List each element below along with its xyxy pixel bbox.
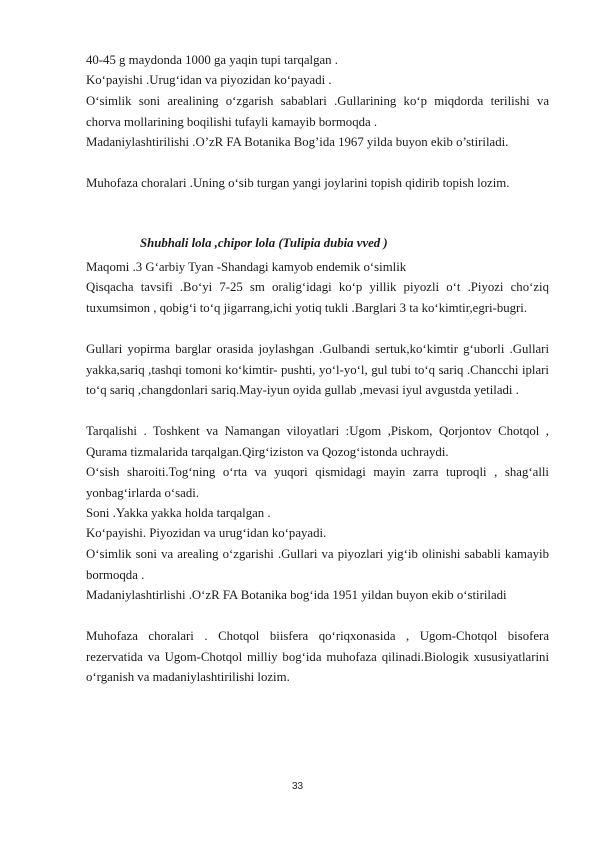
paragraph-distribution: Tarqalishi . Toshkent va Namangan viloyatlari :Ugom ,Piskom, Qorjontov Chotqol , Qurama tizmalarida tarqalgan.Qirg‘iziston va Qozog‘istonda uchraydi.	[86, 424, 549, 459]
paragraph-reproduction: Ko‘payishi. Piyozidan va urug‘idan ko‘payadi.	[86, 526, 327, 540]
paragraph-area-change: O‘simlik soni va arealing o‘zgarishi .Gullari va piyozlari yig‘ib olinishi sababli kamayib bormoqda .	[86, 547, 549, 582]
paragraph-flowers: Gullari yopirma barglar orasida joylashgan .Gulbandi sertuk,ko‘kimtir g‘uborli .Gullari yakka,sariq ,tashqi tomoni ko‘kimtir- pushti, yo‘l-yo‘l, gul tubi to‘q sariq .Chancchi iplari to‘q sariq ,changdonlari sariq.May-iyun oyida gullab ,mevasi iyul avgustda yetiladi .	[86, 342, 549, 397]
paragraph-description: Qisqacha tavsifi .Bo‘yi 7-25 sm oralig‘idagi ko‘p yillik piyozli o‘t .Piyozi cho‘ziq tuxumsimon , qobig‘i to‘q jigarrang,ichi yotiq tukli .Barglari 3 ta ko‘kimtir,egri-bugri.	[86, 280, 549, 315]
paragraph-population: Soni .Yakka yakka holda tarqalgan .	[86, 506, 271, 520]
section-heading: Shubhali lola ,chipor lola (Tulipia dubia vved )	[140, 236, 388, 250]
paragraph-decline-reasons: O‘simlik soni arealining o‘zgarish sabablari .Gullarining ko‘p miqdorda terilishi va chorva mollarining boqilishi tufayli kamayib bormoqda .	[86, 94, 549, 129]
paragraph-distribution-area: 40-45 g maydonda 1000 ga yaqin tupi tarqalgan .	[86, 53, 338, 67]
paragraph-status: Maqomi .3 G‘arbiy Tyan -Shandagi kamyob endemik o‘simlik	[86, 260, 407, 274]
paragraph-protection: Muhofaza choralari .Uning o‘sib turgan yangi joylarini topish qidirib topish lozim.	[86, 176, 510, 190]
paragraph-cultivation: Madaniylashtirilishi .O’zR FA Botanika Bog’ida 1967 yilda buyon ekib o’stiriladi.	[86, 135, 509, 149]
paragraph-cultivation-2: Madaniylashtirlishi .O‘zR FA Botanika bog‘ida 1951 yildan buyon ekib o‘stiriladi	[86, 588, 507, 602]
page-number: 33	[291, 781, 304, 792]
paragraph-propagation: Ko‘payishi .Urug‘idan va piyozidan ko‘payadi .	[86, 73, 332, 87]
paragraph-protection-measures: Muhofaza choralari . Chotqol biisfera qo‘riqxonasida , Ugom-Chotqol bisofera rezervatida va Ugom-Chotqol milliy bog‘ida muhofaza qilinadi.Biologik xususiyatlarini o‘rganish va madaniylashtirilishi lozim.	[86, 629, 549, 684]
paragraph-habitat: O‘sish sharoiti.Tog‘ning o‘rta va yuqori qismidagi mayin zarra tuproqli , shag‘alli yonbag‘irlarda o‘sadi.	[86, 465, 549, 500]
